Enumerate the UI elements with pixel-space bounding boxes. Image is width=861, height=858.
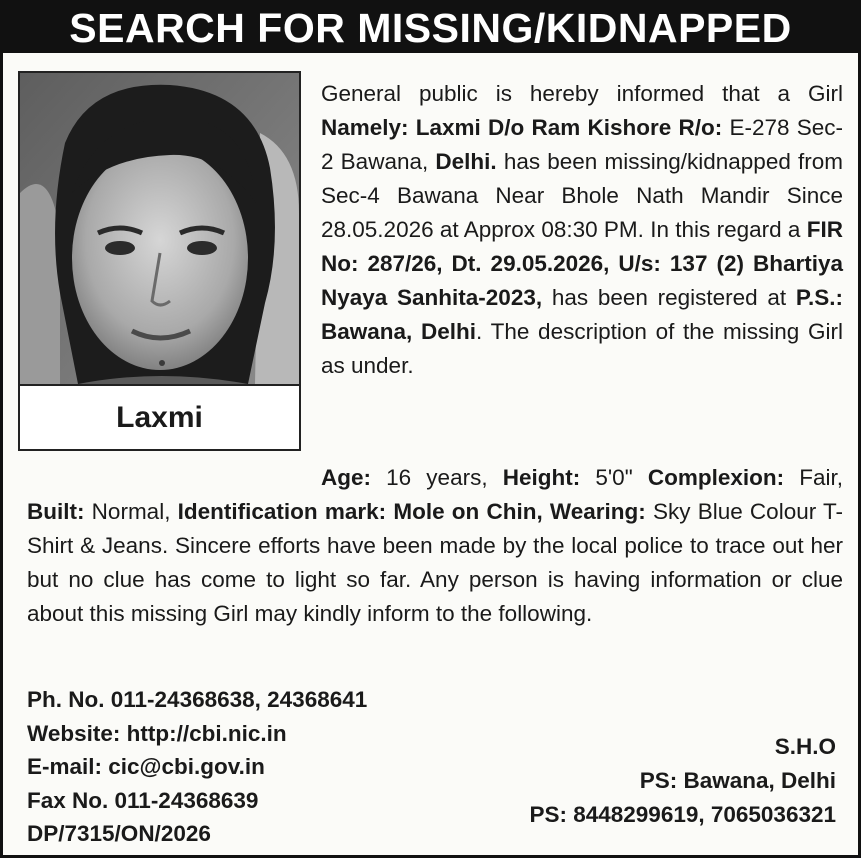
intro-text: has been missing/kidnapped from Sec-4 Bawana Near Bhole Nath Mandir Since 28.05.2026 at Approx 08:30 PM. In this regard a <box>321 149 844 242</box>
description-paragraph <box>27 461 843 631</box>
fax-number: Fax No. 011-24368639 <box>27 787 259 813</box>
age-value: 16 years, <box>371 465 503 490</box>
intro-text: has been registered at <box>542 285 796 310</box>
complexion-value: Fair, <box>784 465 843 490</box>
intro-text: . The description of the missing Girl as under. <box>321 319 844 378</box>
photo-caption: Laxmi <box>20 384 299 449</box>
height-value: 5'0" <box>580 465 648 490</box>
photo-frame <box>18 71 301 451</box>
description-text: Sky Blue Colour T-Shirt & Jeans. Sincere efforts have been made by the local police to trace out her but no clue has come to light so far. Any person is having information or clue about this missing Girl may kindly inform to the following. <box>27 499 844 626</box>
identification-mark: Identification mark: Mole on Chin, Wearing: <box>177 499 646 524</box>
notice-headline: SEARCH FOR MISSING/KIDNAPPED <box>3 3 858 53</box>
missing-girl-photo <box>20 73 299 384</box>
intro-text: E-278 Sec-2 Bawana, <box>321 115 843 174</box>
fir-details: FIR No: 287/26, Dt. 29.05.2026, U/s: 137 (2) Bhartiya Nyaya Sanhita-2023, <box>321 217 843 310</box>
reference-number: DP/7315/ON/2026 <box>27 821 211 846</box>
contact-block <box>27 683 367 851</box>
built-value: Normal, <box>84 499 178 524</box>
complexion-label: Complexion: <box>647 465 785 490</box>
height-label: Height: <box>502 465 581 490</box>
police-station: P.S.: Bawana, Delhi <box>321 285 843 344</box>
signatory-title: S.H.O <box>774 734 836 759</box>
girl-name-residence: Namely: Laxmi D/o Ram Kishore R/o: <box>321 115 723 140</box>
website: Website: http://cbi.nic.in <box>27 720 287 746</box>
signature-block <box>529 730 836 832</box>
email: E-mail: cic@cbi.gov.in <box>27 754 265 779</box>
built-label: Built: <box>27 499 85 524</box>
age-label: Age: <box>321 465 371 490</box>
station-phone-numbers: PS: 8448299619, 7065036321 <box>529 802 836 827</box>
signatory-station: PS: Bawana, Delhi <box>639 768 836 793</box>
residence-city: Delhi. <box>435 149 497 174</box>
phone-numbers: Ph. No. 011-24368638, 24368641 <box>27 687 368 712</box>
intro-text: General public is hereby informed that a Girl <box>321 81 843 106</box>
notice-intro-paragraph <box>321 77 843 383</box>
